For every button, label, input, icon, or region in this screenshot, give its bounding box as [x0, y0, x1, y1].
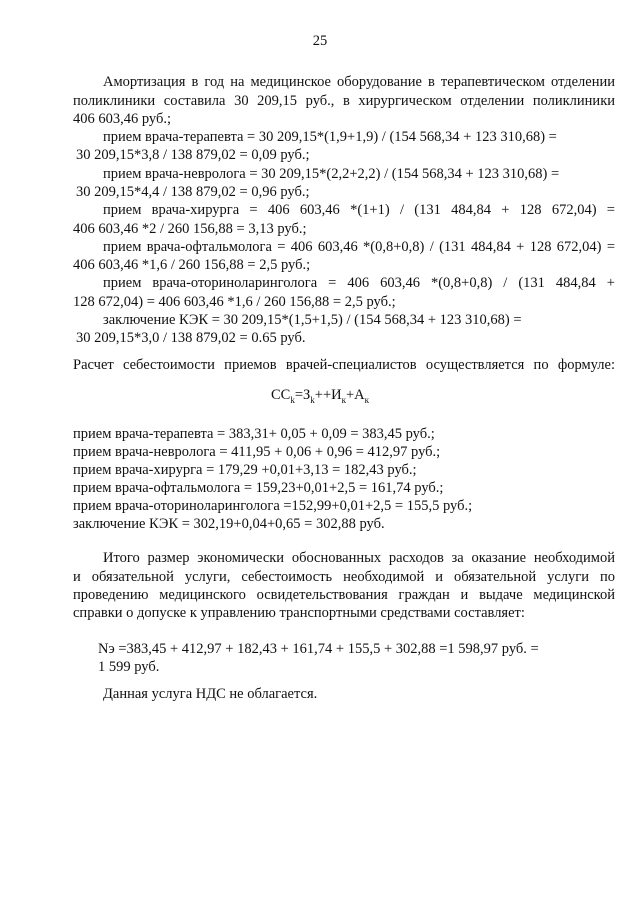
depreciation-line: 406 603,46 *2 / 260 156,88 = 3,13 руб.;: [73, 221, 307, 237]
depreciation-line: прием врача-терапевта = 30 209,15*(1,9+1,9) / (154 568,34 + 123 310,68) =: [103, 129, 557, 145]
depreciation-line: Амортизация в год на медицинское оборудование в терапевтическом отделении: [103, 74, 615, 90]
summary-line: Итого размер экономически обоснованных расходов за оказание необходимой: [103, 550, 615, 566]
cost-line: прием врача-оториноларинголога =152,99+0,01+2,5 = 155,5 руб.;: [73, 498, 473, 514]
depreciation-line: 30 209,15*3,0 / 138 879,02 = 0.65 руб.: [76, 330, 306, 346]
depreciation-line: 128 672,04) = 406 603,46 *1,6 / 260 156,88 = 2,5 руб.;: [73, 294, 396, 310]
formula-sub: k: [310, 394, 315, 405]
depreciation-line: поликлиники составила 30 209,15 руб., в хирургическом отделении поликлиники: [73, 93, 615, 109]
depreciation-line: 406 603,46 руб.;: [73, 111, 172, 127]
formula-a: +А: [345, 387, 365, 403]
depreciation-line: прием врача-оториноларинголога = 406 603,46 *(0,8+0,8) / (131 484,84 +: [103, 275, 615, 291]
total-line: 1 599 руб.: [98, 659, 160, 675]
cost-line: заключение КЭК = 302,19+0,04+0,65 = 302,88 руб.: [73, 516, 385, 532]
depreciation-line: прием врача-хирурга = 406 603,46 *(1+1) / (131 484,84 + 128 672,04) =: [103, 202, 615, 218]
cost-line: прием врача-офтальмолога = 159,23+0,01+2,5 = 161,74 руб.;: [73, 480, 444, 496]
formula-z: =З: [294, 387, 311, 403]
summary-line: проведению медицинского освидетельствования граждан и выдаче медицинской: [73, 587, 615, 603]
page-number: 25: [312, 33, 328, 49]
formula-i: ++И: [314, 387, 342, 403]
summary-line: справки о допуске к управлению транспортными средствами составляет:: [73, 605, 525, 621]
formula-cc: СС: [270, 387, 291, 403]
cost-line: прием врача-невролога = 411,95 + 0,06 + 0,96 = 412,97 руб.;: [73, 444, 441, 460]
depreciation-line: прием врача-невролога = 30 209,15*(2,2+2,2) / (154 568,34 + 123 310,68) =: [103, 166, 560, 182]
summary-line: и обязательной услуги, себестоимость необходимой и обязательной услуги по: [73, 569, 615, 585]
cost-line: прием врача-терапевта = 383,31+ 0,05 + 0,09 = 383,45 руб.;: [73, 426, 435, 442]
cost-intro: Расчет себестоимости приемов врачей-специалистов осуществляется по формуле:: [73, 357, 615, 373]
formula-sub: к: [364, 394, 370, 405]
depreciation-line: 30 209,15*4,4 / 138 879,02 = 0,96 руб.;: [76, 184, 310, 200]
formula-sub: k: [290, 394, 295, 405]
total-line: Nэ =383,45 + 412,97 + 182,43 + 161,74 + 155,5 + 302,88 =1 598,97 руб. =: [98, 641, 539, 657]
formula-sub: к: [341, 394, 346, 405]
cost-formula: [0, 387, 640, 404]
depreciation-line: 30 209,15*3,8 / 138 879,02 = 0,09 руб.;: [76, 147, 310, 163]
depreciation-line: заключение КЭК = 30 209,15*(1,5+1,5) / (154 568,34 + 123 310,68) =: [103, 312, 522, 328]
vat-note: Данная услуга НДС не облагается.: [103, 686, 318, 702]
depreciation-line: прием врача-офтальмолога = 406 603,46 *(0,8+0,8) / (131 484,84 + 128 672,04) =: [103, 239, 615, 255]
depreciation-line: 406 603,46 *1,6 / 260 156,88 = 2,5 руб.;: [73, 257, 311, 273]
cost-line: прием врача-хирурга = 179,29 +0,01+3,13 = 182,43 руб.;: [73, 462, 417, 478]
